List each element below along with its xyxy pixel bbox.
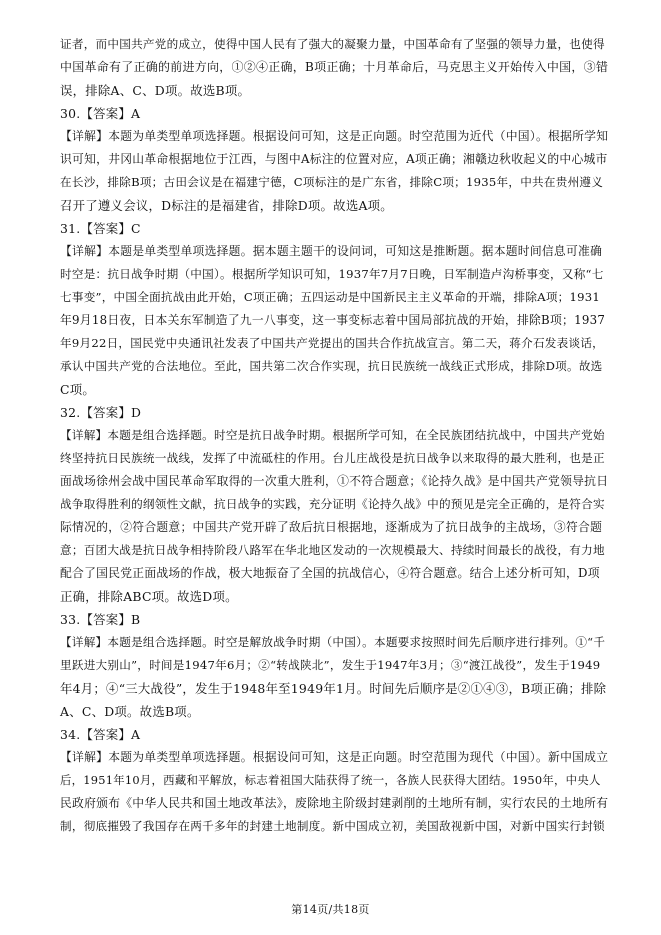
text-line: 里跃进大别山”，时间是1947年6月；②“转战陕北”，发生于1947年3月；③“渡江战役”，发生于1949 [60, 658, 601, 672]
text-line: 配合了国民党正面战场的作战，极大地振奋了全国的抗战信心，④符合题意。结合上述分析可知，D项 [60, 566, 600, 580]
text-line: 终坚持抗日民族统一战线，发挥了中流砥柱的作用。台儿庄战役是抗日战争以来取得的最大胜利，也是正 [60, 451, 605, 465]
answer-heading-33: 33.【答案】B [60, 612, 141, 627]
text-line: 正确，排除ABC项。故选D项。 [60, 589, 238, 604]
text-line: 【详解】本题是单类型单项选择题。据本题主题干的设问词，可知这是推断题。据本题时间信息可准确 [60, 244, 603, 258]
answer-heading-34: 34.【答案】A [60, 727, 141, 742]
text-line: 民政府颁布《中华人民共和国土地改革法》，废除地主阶级封建剥削的土地所有制，实行农民的土地所有 [60, 796, 609, 810]
text-line: 战争取得胜利的纲领性文献，抗日战争的实践，充分证明《论持久战》中的预见是完全正确的，是符合实 [60, 497, 605, 511]
text-line: 误，排除A、C、D项。故选B项。 [60, 83, 251, 98]
text-line: 召开了遵义会议，D标注的是福建省，排除D项。故选A项。 [60, 198, 393, 213]
text-line: 承认中国共产党的合法地位。至此，国共第二次合作实现，抗日民族统一战线正式形成，排除D项。故选 [60, 359, 603, 373]
text-line: 年9月22日，国民党中央通讯社发表了中国共产党提出的国共合作抗战宣言。第二天，蒋介石发表谈话， [60, 336, 605, 350]
text-line: 制，彻底摧毁了我国存在两千多年的封建土地制度。新中国成立初，美国敌视新中国，对新中国实行封锁 [60, 819, 605, 833]
text-line: 在长沙，排除B项；古田会议是在福建宁德，C项标注的是广东省，排除C项；1935年，中共在贵州遵义 [60, 175, 604, 189]
answer-explanation-text [60, 33, 608, 838]
text-line: 中国革命有了正确的前进方向，①②④正确，B项正确；十月革命后，马克思主义开始传入中国，③错 [60, 60, 609, 74]
text-line: 年4月；④“三大战役”，发生于1948年至1949年1月。时间先后顺序是②①④③，B项正确；排除 [60, 681, 607, 696]
text-line: 时空是：抗日战争时期（中国）。根据所学知识可知，1937年7月7日晚，日军制造卢沟桥事变，又称“七 [60, 267, 604, 281]
text-line: 证者，而中国共产党的成立，使得中国人民有了强大的凝聚力量，中国革命有了坚强的领导力量，也使得 [60, 37, 605, 51]
text-line: 际情况的，②符合题意；中国共产党开辟了敌后抗日根据地，逐渐成为了抗日战争的主战场，③符合题 [60, 520, 603, 534]
text-line: 【详解】本题为单类型单项选择题。根据设问可知，这是正向题。时空范围为现代（中国）。新中国成立 [60, 750, 609, 764]
text-line: C项。 [60, 382, 96, 397]
text-line: A、C、D项。故选B项。 [60, 704, 200, 719]
page-number: 第14页/共18页 [291, 903, 370, 916]
text-line: 面战场徐州会战中国民革命军取得的一次重大胜利，①不符合题意；《论持久战》是中国共产党领导抗日 [60, 474, 609, 488]
text-line: 后，1951年10月，西藏和平解放，标志着祖国大陆获得了统一，各族人民获得大团结。1950年，中央人 [60, 773, 601, 787]
text-line: 意；百团大战是抗日战争相持阶段八路军在华北地区发动的一次规模最大、持续时间最长的战役，有力地 [60, 543, 605, 557]
text-line: 【详解】本题为单类型单项选择题。根据设问可知，这是正向题。时空范围为近代（中国）。根据所学知 [60, 129, 609, 143]
answer-heading-32: 32.【答案】D [60, 405, 142, 420]
text-line: 【详解】本题是组合选择题。时空是抗日战争时期。根据所学可知，在全民族团结抗战中，中国共产党始 [60, 428, 605, 442]
text-line: 七事变”，中国全面抗战由此开始，C项正确；五四运动是中国新民主主义革命的开端，排除A项；1931 [60, 290, 601, 304]
text-line: 【详解】本题是组合选择题。时空是解放战争时期（中国）。本题要求按照时间先后顺序进行排列。①“千 [60, 635, 606, 649]
text-line: 识可知，井冈山革命根据地位于江西，与图中A标注的位置对应，A项正确；湘赣边秋收起义的中心城市 [60, 152, 608, 166]
answer-heading-31: 31.【答案】C [60, 221, 141, 236]
answer-heading-30: 30.【答案】A [60, 106, 141, 121]
text-line: 年9月18日夜，日本关东军制造了九一八事变，这一事变标志着中国局部抗战的开始，排除B项；1937 [60, 313, 606, 327]
